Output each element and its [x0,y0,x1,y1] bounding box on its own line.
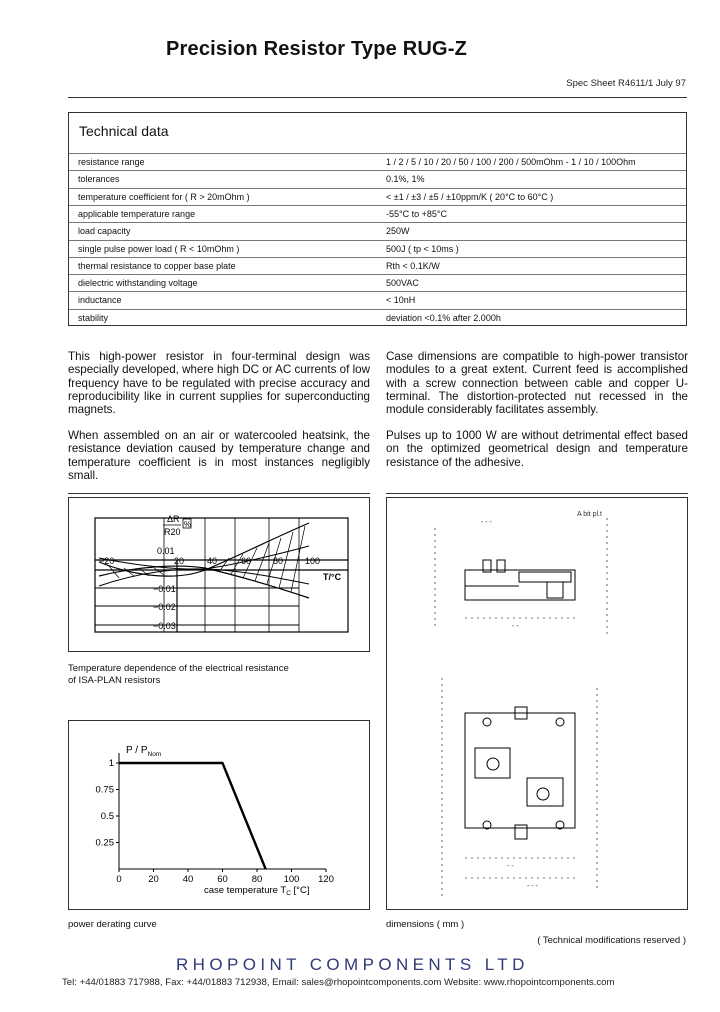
technical-data-row [69,240,686,257]
technical-data-row [69,153,686,170]
technical-data-row [69,274,686,291]
derating-chart [69,721,369,909]
tc-caption-line1: Temperature dependence of the electrical resistance [68,663,289,674]
row-value: < ±1 / ±3 / ±5 / ±10ppm/K ( 20°C to 60°C ) [386,191,554,202]
derating-ylabel: P / $P_{Nom}$ [126,745,162,758]
svg-text:- -: - - [507,863,514,870]
company-brand: RHOPOINT COMPONENTS LTD [176,955,529,974]
row-value: 1 / 2 / 5 / 10 / 20 / 50 / 100 / 200 / 500mOhm - 1 / 10 / 100Ohm [386,157,636,167]
x-tick-label: 0 [116,874,122,885]
y-tick-label: 0.5 [100,811,114,822]
tc-ytick-3: −0.03 [153,621,176,631]
dimensions-drawing [387,498,687,909]
x-tick-label: 60 [217,874,228,885]
derating-caption: power derating curve [68,919,157,930]
tc-ylabel-unit: % [184,520,192,529]
tc-ytick-1: −0.01 [153,584,176,594]
x-tick-label: 80 [251,874,263,885]
row-value: deviation <0.1% after 2.000h [386,312,501,323]
tc-ytick-2: −0.02 [153,602,176,612]
svg-text:- -: - - [512,623,519,630]
page-title: Precision Resistor Type RUG-Z [166,38,468,60]
technical-data-heading: Technical data [79,123,169,139]
row-value: -55°C to +85°C [386,208,447,219]
row-value: Rth < 0.1K/W [386,260,440,271]
row-label: stability [78,312,109,323]
left-separator [68,493,370,494]
technical-data-row [69,257,686,274]
row-label: applicable temperature range [78,208,196,219]
technical-data-row [69,188,686,205]
row-label: tolerances [78,174,120,185]
row-label: thermal resistance to copper base plate [78,260,236,271]
tc-xtick-4: 80 [273,556,284,566]
right-separator [386,493,688,494]
case-top-view [465,713,575,828]
technical-data-row [69,222,686,239]
modifications-notice: ( Technical modifications reserved ) [537,935,686,946]
tc-ytick-0: 0.01 [157,546,175,556]
technical-data-row [69,309,686,326]
tc-chart [69,498,369,651]
tc-xlabel: T/°C [323,572,342,582]
intro-paragraph-2: When assembled on an air or watercooled heatsink, the resistance deviation caused by temperature change and temperature coefficient is in most instances negligibly small. [68,429,370,482]
derating-xlabel: case temperature $T_C$ [°C] [204,885,310,897]
svg-text:A bit pl.t: A bit pl.t [577,511,602,518]
technical-data-row [69,205,686,222]
terminal-screw-icon-2 [537,788,549,800]
svg-text:- - -: - - - [481,519,492,526]
terminal-screw-icon [487,758,499,770]
y-tick-label: 0.75 [95,784,114,796]
tc-ylabel-bottom: R20 [164,527,181,537]
row-value: 500J ( tp < 10ms ) [386,243,459,254]
contact-line: Tel: +44/01883 717988, Fax: +44/01883 712938, Email: sales@rhopointcomponents.com Website: www.rhopointcomponents.com [62,977,615,988]
technical-data-row [69,291,686,308]
case-side-view [465,570,575,600]
row-label: single pulse power load ( R < 10mOhm ) [78,243,240,254]
x-tick-label: 40 [182,874,194,885]
y-tick-label: 1 [108,758,114,769]
row-value: 250W [386,226,410,237]
technical-data-row [69,170,686,187]
row-label: dielectric withstanding voltage [78,278,198,289]
tc-xtick-2: 40 [207,556,218,566]
tc-caption-line2: of ISA-PLAN resistors [68,675,161,686]
intro-paragraph-1: This high-power resistor in four-terminal design was especially developed, where high DC or AC currents of low frequency have to be regulated with precise accuracy and reproducibility like in current supplies for superconducting magnets. [68,350,370,417]
spec-sheet-reference: Spec Sheet R4611/1 July 97 [566,78,686,89]
x-tick-label: 100 [283,874,300,885]
header-divider [68,97,687,98]
tc-xtick-1: 20 [174,556,185,566]
case-paragraph-2: Pulses up to 1000 W are without detrimental effect based on the optimized geometrical design and temperature resistance of the adhesive. [386,429,688,469]
tc-figure [68,497,370,652]
dimensions-figure [386,497,688,910]
y-tick-label: 0.25 [95,837,114,849]
row-label: inductance [78,295,122,306]
dimensions-caption: dimensions ( mm ) [386,919,465,930]
tc-xtick-5: 100 [305,556,321,566]
row-value: 500VAC [386,278,419,289]
derating-figure [68,720,370,910]
case-paragraph-1: Case dimensions are compatible to high-power transistor modules to a great extent. Current feed is accomplished with a screw connection between cable and copper U-terminal. The distortion-protected nut recessed in the module considerably facilitates assembly. [386,350,688,417]
x-tick-label: 20 [148,874,159,885]
row-value: < 10nH [386,295,416,306]
tc-xtick-3: 60 [241,556,252,566]
technical-data-box [68,112,687,326]
row-label: temperature coefficient for ( R > 20mOhm ) [78,191,250,202]
x-tick-label: 120 [318,874,334,885]
row-value: 0.1%, 1% [386,174,425,185]
row-label: load capacity [78,226,131,237]
derating-curve [119,763,266,869]
svg-text:- - -: - - - [527,883,538,890]
tc-xtick-0: −20 [99,556,115,566]
row-label: resistance range [78,157,145,167]
tc-ylabel-top: ΔR [167,514,180,524]
